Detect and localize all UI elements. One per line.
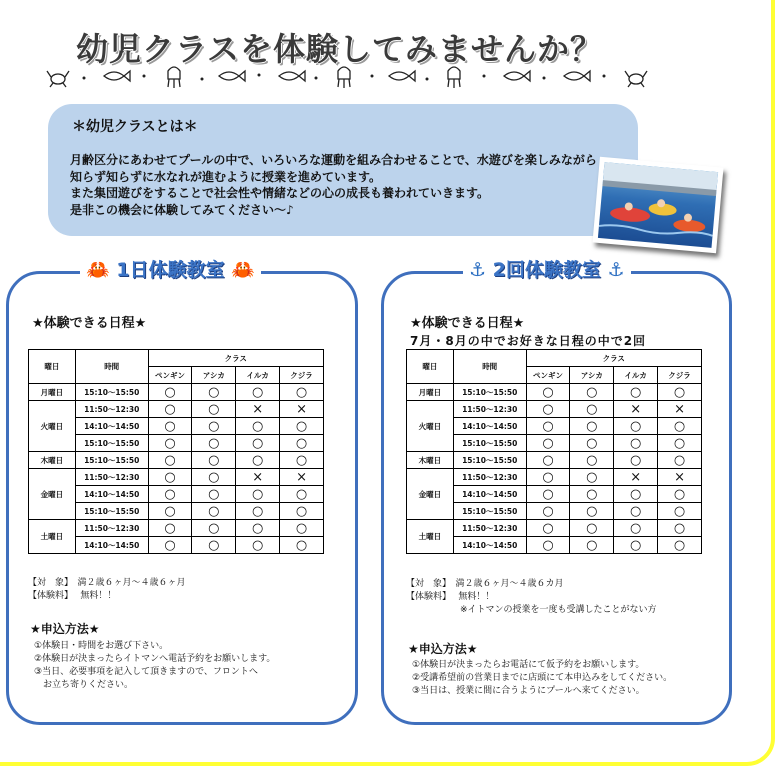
availability-mark: ○ — [526, 435, 570, 452]
availability-mark: ○ — [192, 520, 236, 537]
class-header: イルカ — [614, 367, 658, 384]
availability-mark: ○ — [236, 452, 280, 469]
apply-step: ③当日は、授業に間に合うようにプールへ来てください。 — [412, 686, 645, 696]
time-cell: 15:10～15:50 — [75, 435, 148, 452]
availability-mark: × — [614, 469, 658, 486]
col-class-header: クラス — [148, 350, 323, 367]
target-note: 【対 象】 満２歳６ヶ月～４歳６カ月 — [406, 579, 564, 589]
availability-mark: ○ — [236, 537, 280, 554]
pool-photo-image — [598, 162, 718, 248]
availability-mark: ○ — [526, 503, 570, 520]
anchor-icon: ⚓ — [469, 259, 487, 281]
availability-mark: × — [280, 469, 324, 486]
time-cell: 11:50～12:30 — [453, 469, 526, 486]
availability-mark: ○ — [526, 469, 570, 486]
availability-mark: ○ — [192, 503, 236, 520]
table-row — [407, 469, 702, 486]
anchor-icon: ⚓ — [607, 259, 625, 281]
one-day-heading — [80, 255, 261, 282]
availability-mark: ○ — [236, 503, 280, 520]
crab-icon: 🦀 — [231, 259, 255, 281]
time-cell: 14:10～14:50 — [75, 537, 148, 554]
day-cell: 金曜日 — [29, 469, 76, 520]
availability-mark: ○ — [570, 435, 614, 452]
availability-mark: ○ — [570, 401, 614, 418]
availability-mark: ○ — [192, 418, 236, 435]
fee-note: 【体験料】 無料！！ — [406, 592, 495, 602]
one-day-schedule-title: ★体験できる日程★ — [32, 316, 147, 331]
table-row — [407, 401, 702, 418]
availability-mark: × — [658, 469, 702, 486]
availability-mark: ○ — [658, 384, 702, 401]
availability-mark: × — [236, 401, 280, 418]
two-visit-title: 2回体験教室 — [492, 259, 601, 281]
class-header: クジラ — [280, 367, 324, 384]
availability-mark: ○ — [148, 418, 192, 435]
day-cell: 木曜日 — [407, 452, 454, 469]
table-row — [29, 384, 324, 401]
one-day-title: 1日体験教室 — [116, 259, 225, 281]
table-row — [29, 401, 324, 418]
one-day-apply-steps — [34, 640, 275, 692]
availability-mark: ○ — [658, 486, 702, 503]
availability-mark: ○ — [570, 520, 614, 537]
availability-mark: ○ — [570, 486, 614, 503]
col-time-header: 時間 — [75, 350, 148, 384]
availability-mark: × — [658, 401, 702, 418]
availability-mark: ○ — [148, 537, 192, 554]
availability-mark: ○ — [570, 418, 614, 435]
availability-mark: ○ — [192, 401, 236, 418]
time-cell: 15:10～15:50 — [75, 452, 148, 469]
availability-mark: ○ — [148, 503, 192, 520]
availability-mark: ○ — [526, 452, 570, 469]
two-visit-schedule-title: ★体験できる日程★ — [410, 316, 525, 331]
day-cell: 土曜日 — [29, 520, 76, 554]
apply-step: ①体験日が決まったらお電話にて仮予約をお願いします。 — [412, 660, 645, 670]
time-cell: 14:10～14:50 — [75, 418, 148, 435]
time-cell: 14:10～14:50 — [75, 486, 148, 503]
table-row — [29, 520, 324, 537]
day-cell: 土曜日 — [407, 520, 454, 554]
intro-line: 是非この機会に体験してみてください～♪ — [70, 202, 294, 217]
intro-box — [48, 104, 638, 236]
time-cell: 15:10～15:50 — [75, 384, 148, 401]
apply-step: ②受講希望前の営業日までに店頭にて本申込みをしてください。 — [412, 673, 673, 683]
availability-mark: ○ — [148, 452, 192, 469]
availability-mark: ○ — [526, 418, 570, 435]
availability-mark: ○ — [526, 384, 570, 401]
one-day-schedule-table — [28, 349, 324, 554]
availability-mark: ○ — [614, 486, 658, 503]
crab-icon: 🦀 — [86, 259, 110, 281]
availability-mark: ○ — [148, 520, 192, 537]
col-day-header: 曜日 — [407, 350, 454, 384]
day-cell: 火曜日 — [29, 401, 76, 452]
col-class-header: クラス — [526, 350, 701, 367]
availability-mark: ○ — [192, 537, 236, 554]
time-cell: 14:10～14:50 — [453, 418, 526, 435]
availability-mark: ○ — [192, 452, 236, 469]
pool-photo — [592, 157, 723, 253]
availability-mark: ○ — [614, 520, 658, 537]
availability-mark: ○ — [614, 384, 658, 401]
day-cell: 火曜日 — [407, 401, 454, 452]
availability-mark: ○ — [658, 503, 702, 520]
availability-mark: ○ — [570, 503, 614, 520]
availability-mark: ○ — [614, 537, 658, 554]
two-visit-notes — [406, 578, 657, 617]
apply-step: ③当日、必要事項を記入して頂きますので、フロントへ — [34, 667, 258, 677]
availability-mark: ○ — [658, 520, 702, 537]
day-cell: 月曜日 — [407, 384, 454, 401]
availability-mark: ○ — [526, 537, 570, 554]
time-cell: 14:10～14:50 — [453, 486, 526, 503]
eligibility-note: ※イトマンの授業を一度も受講したことがない方 — [406, 605, 657, 615]
table-row — [407, 520, 702, 537]
availability-mark: ○ — [614, 452, 658, 469]
class-header: ペンギン — [526, 367, 570, 384]
intro-body — [70, 152, 597, 218]
time-cell: 11:50～12:30 — [75, 520, 148, 537]
availability-mark: ○ — [570, 537, 614, 554]
availability-mark: ○ — [614, 503, 658, 520]
col-day-header: 曜日 — [29, 350, 76, 384]
time-cell: 15:10～15:50 — [453, 452, 526, 469]
availability-mark: ○ — [280, 503, 324, 520]
two-visit-apply-title: ★申込方法★ — [408, 642, 478, 656]
availability-mark: ○ — [570, 469, 614, 486]
fee-note: 【体験料】 無料！！ — [28, 591, 117, 601]
time-cell: 15:10～15:50 — [75, 503, 148, 520]
availability-mark: ○ — [526, 520, 570, 537]
availability-mark: ○ — [280, 486, 324, 503]
table-row — [407, 384, 702, 401]
availability-mark: ○ — [280, 384, 324, 401]
availability-mark: ○ — [658, 435, 702, 452]
sea-creatures-border — [44, 64, 664, 90]
availability-mark: ○ — [526, 401, 570, 418]
availability-mark: ○ — [280, 452, 324, 469]
class-header: アシカ — [570, 367, 614, 384]
apply-step: お立ち寄りください。 — [34, 680, 134, 690]
availability-mark: ○ — [148, 384, 192, 401]
availability-mark: ○ — [526, 486, 570, 503]
day-cell: 木曜日 — [29, 452, 76, 469]
apply-step: ①体験日・時間をお選び下さい。 — [34, 641, 169, 651]
availability-mark: × — [614, 401, 658, 418]
availability-mark: ○ — [570, 452, 614, 469]
availability-mark: ○ — [148, 435, 192, 452]
availability-mark: ○ — [570, 384, 614, 401]
availability-mark: ○ — [192, 435, 236, 452]
table-row — [29, 452, 324, 469]
availability-mark: ○ — [658, 418, 702, 435]
availability-mark: ○ — [148, 469, 192, 486]
availability-mark: ○ — [280, 537, 324, 554]
target-note: 【対 象】 満２歳６ヶ月～４歳６ヶ月 — [28, 578, 186, 588]
availability-mark: × — [236, 469, 280, 486]
availability-mark: ○ — [236, 384, 280, 401]
intro-line: また集団遊びをすることで社会性や情緒などの心の成長も養われていきます。 — [70, 186, 490, 200]
page-title: 幼児クラスを体験してみませんか？ — [76, 30, 604, 68]
availability-mark: ○ — [192, 384, 236, 401]
class-header: クジラ — [658, 367, 702, 384]
time-cell: 11:50～12:30 — [453, 401, 526, 418]
availability-mark: ○ — [658, 452, 702, 469]
two-visit-apply-steps — [412, 659, 672, 698]
availability-mark: ○ — [658, 537, 702, 554]
availability-mark: ○ — [614, 435, 658, 452]
availability-mark: ○ — [614, 418, 658, 435]
time-cell: 11:50～12:30 — [75, 469, 148, 486]
time-cell: 14:10～14:50 — [453, 537, 526, 554]
table-row — [407, 452, 702, 469]
availability-mark: ○ — [236, 486, 280, 503]
availability-mark: ○ — [236, 435, 280, 452]
col-time-header: 時間 — [453, 350, 526, 384]
intro-heading: ＊幼児クラスとは＊ — [72, 119, 198, 135]
class-header: アシカ — [192, 367, 236, 384]
one-day-notes — [28, 577, 186, 603]
apply-step: ②体験日が決まったらイトマンへ電話予約をお願いします。 — [34, 654, 276, 664]
intro-line: 月齢区分にあわせてプールの中で、いろいろな運動を組み合わせることで、水遊びを楽しみながら — [70, 153, 597, 167]
two-visit-subtitle: 7月・8月の中でお好きな日程の中で2回 — [410, 334, 647, 348]
availability-mark: ○ — [192, 469, 236, 486]
availability-mark: ○ — [192, 486, 236, 503]
class-header: イルカ — [236, 367, 280, 384]
table-row — [29, 469, 324, 486]
availability-mark: ○ — [148, 486, 192, 503]
two-visit-schedule-table — [406, 349, 702, 554]
availability-mark: ○ — [148, 401, 192, 418]
availability-mark: ○ — [280, 435, 324, 452]
intro-line: 知らず知らずに水なれが進むように授業を進めています。 — [70, 169, 382, 184]
availability-mark: ○ — [236, 520, 280, 537]
time-cell: 15:10～15:50 — [453, 435, 526, 452]
time-cell: 11:50～12:30 — [453, 520, 526, 537]
two-visit-heading — [463, 255, 631, 282]
class-header: ペンギン — [148, 367, 192, 384]
availability-mark: ○ — [236, 418, 280, 435]
availability-mark: ○ — [280, 520, 324, 537]
one-day-apply-title: ★申込方法★ — [30, 622, 100, 636]
time-cell: 15:10～15:50 — [453, 503, 526, 520]
availability-mark: ○ — [280, 418, 324, 435]
day-cell: 月曜日 — [29, 384, 76, 401]
time-cell: 11:50～12:30 — [75, 401, 148, 418]
day-cell: 金曜日 — [407, 469, 454, 520]
time-cell: 15:10～15:50 — [453, 384, 526, 401]
availability-mark: × — [280, 401, 324, 418]
